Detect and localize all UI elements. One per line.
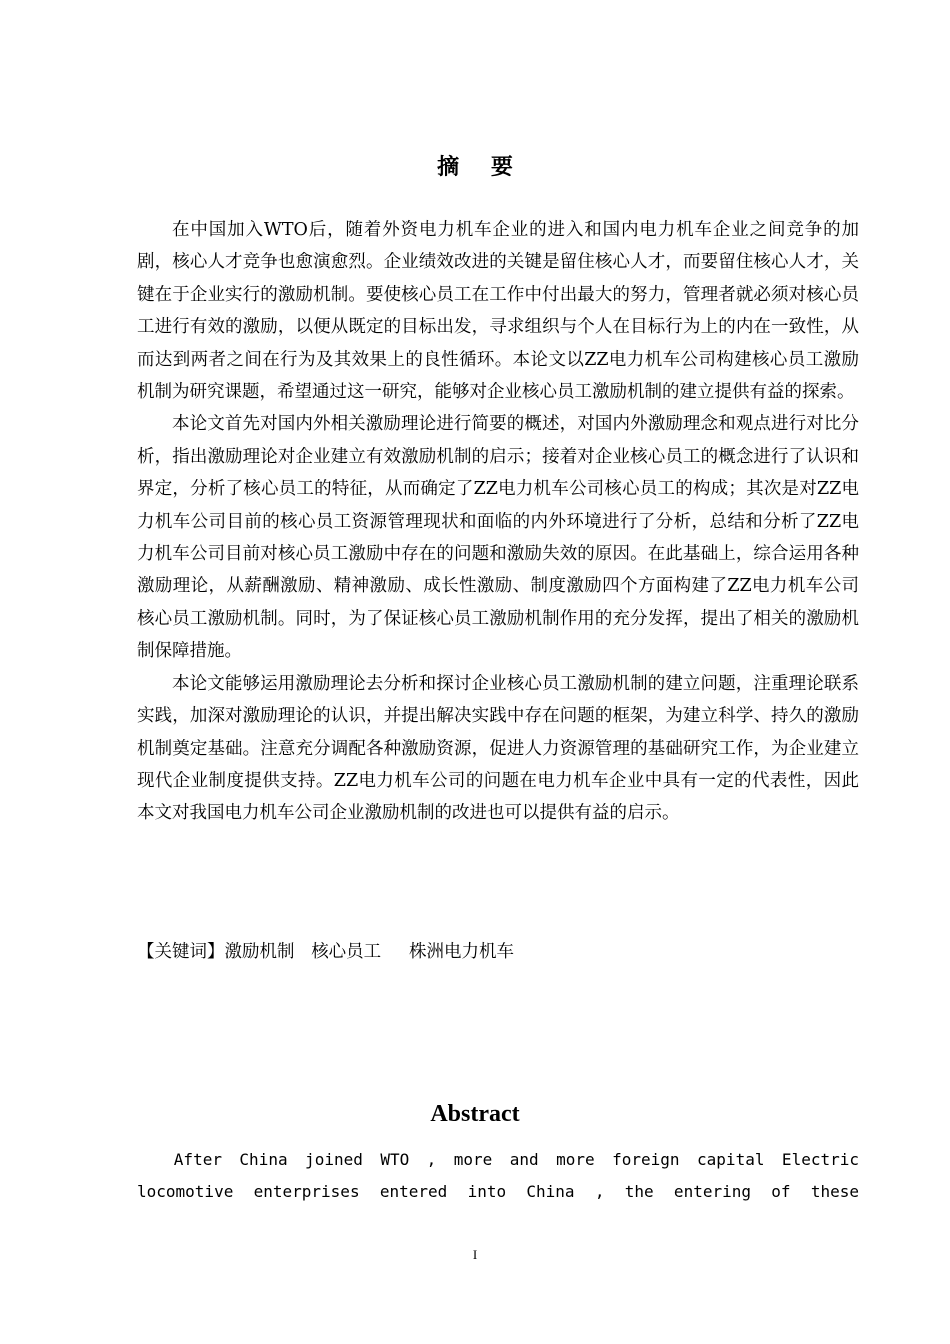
english-abstract-paragraph: After China joined WTO , more and more foreign capital Electric locomotive enterprises entered into China , the entering of these: [137, 1150, 859, 1202]
abstract-paragraph-2: 本论文首先对国内外相关激励理论进行简要的概述，对国内外激励理念和观点进行对比分析，指出激励理论对企业建立有效激励机制的启示；接着对企业核心员工的概念进行了认识和界定，分析了核心员工的特征，从而确定了ZZ电力机车公司核心员工的构成；其次是对ZZ电力机车公司目前的核心员工资源管理现状和面临的内外环境进行了分析，总结和分析了ZZ电力机车公司目前对核心员工激励中存在的问题和激励失效的原因。在此基础上，综合运用各种激励理论，从薪酬激励、精神激励、成长性激励、制度激励四个方面构建了ZZ电力机车公司核心员工激励机制。同时，为了保证核心员工激励机制作用的充分发挥，提出了相关的激励机制保障措施。: [137, 414, 859, 662]
chinese-abstract-title: 摘 要: [437, 154, 525, 180]
abstract-paragraph-3: 本论文能够运用激励理论去分析和探讨企业核心员工激励机制的建立问题，注重理论联系实践，加深对激励理论的认识，并提出解决实践中存在问题的框架，为建立科学、持久的激励机制奠定基础。注意充分调配各种激励资源，促进人力资源管理的基础研究工作，为企业建立现代企业制度提供支持。ZZ电力机车公司的问题在电力机车企业中具有一定的代表性，因此本文对我国电力机车公司企业激励机制的改进也可以提供有益的启示。: [137, 673, 859, 824]
keywords-line: 【关键词】激励机制 核心员工 株洲电力机车: [137, 942, 515, 962]
english-abstract-body: [137, 1144, 859, 1209]
abstract-paragraph-1: 在中国加入WTO后，随着外资电力机车企业的进入和国内电力机车企业之间竞争的加剧，核心人才竞争也愈演愈烈。企业绩效改进的关键是留住核心人才，而要留住核心人才，关键在于企业实行的激励机制。要使核心员工在工作中付出最大的努力，管理者就必须对核心员工进行有效的激励，以便从既定的目标出发，寻求组织与个人在目标行为上的内在一致性，从而达到两者之间在行为及其效果上的良性循环。本论文以ZZ电力机车公司构建核心员工激励机制为研究课题，希望通过这一研究，能够对企业核心员工激励机制的建立提供有益的探索。: [137, 220, 859, 403]
chinese-abstract-body: [137, 214, 859, 830]
page-number: I: [472, 1247, 478, 1262]
english-abstract-title: Abstract: [430, 1101, 520, 1127]
